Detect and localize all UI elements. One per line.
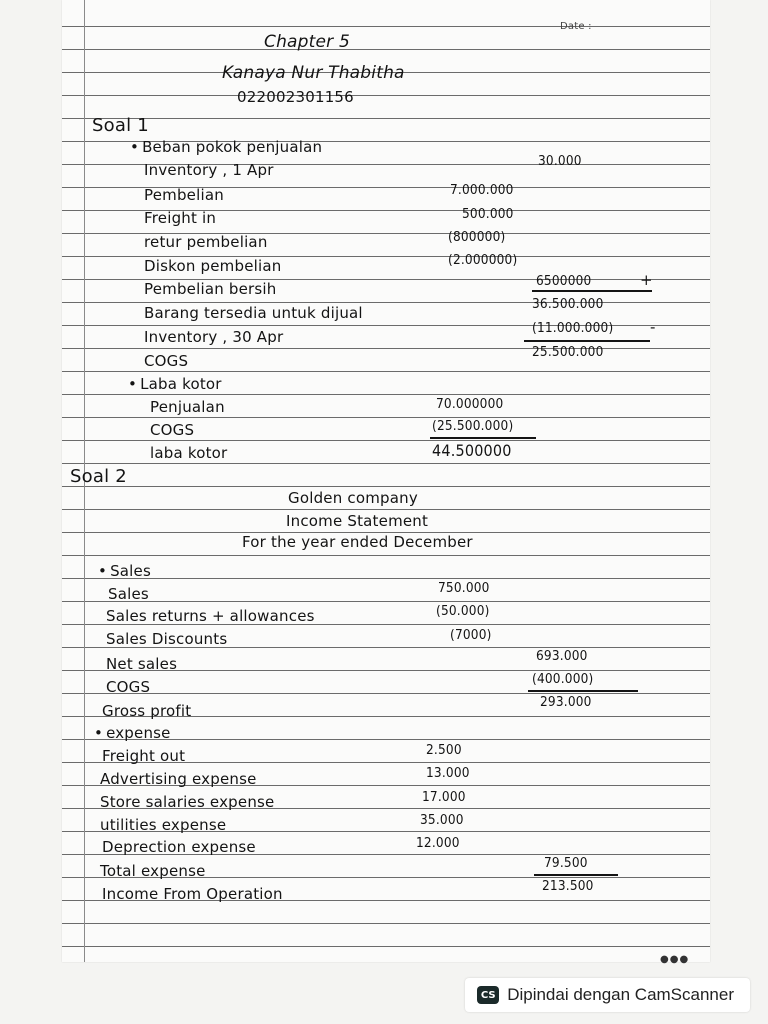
store-salaries-value: 17.000 bbox=[422, 789, 466, 805]
laba-title: • Laba kotor bbox=[128, 375, 222, 393]
returns-value: (50.000) bbox=[436, 603, 490, 619]
freight-out-value: 2.500 bbox=[426, 742, 462, 758]
pembelian-value: 7.000.000 bbox=[450, 182, 514, 198]
advertising-label: Advertising expense bbox=[100, 770, 257, 788]
diskon-value: (2.000000) bbox=[448, 252, 518, 268]
camscanner-watermark bbox=[465, 978, 750, 1012]
soal1-heading: Soal 1 bbox=[92, 115, 149, 136]
income-value: 213.500 bbox=[542, 878, 594, 894]
notebook-page bbox=[62, 0, 710, 962]
retur-value: (800000) bbox=[448, 229, 506, 245]
discounts-value: (7000) bbox=[450, 627, 492, 643]
student-name: Kanaya Nur Thabitha bbox=[222, 63, 405, 83]
income-label: Income From Operation bbox=[102, 885, 283, 903]
cogs-label: COGS bbox=[144, 352, 189, 370]
sales-value: 750.000 bbox=[438, 580, 490, 596]
discounts-label: Sales Discounts bbox=[106, 630, 228, 648]
inventory-apr30-label: Inventory , 30 Apr bbox=[144, 328, 284, 346]
camscanner-logo-icon: CS bbox=[477, 986, 499, 1004]
chapter-title: Chapter 5 bbox=[264, 32, 350, 52]
utilities-label: utilities expense bbox=[100, 816, 227, 834]
statement-title: Income Statement bbox=[286, 512, 429, 530]
cogs-value: 25.500.000 bbox=[532, 344, 604, 360]
retur-label: retur pembelian bbox=[144, 233, 268, 251]
advertising-value: 13.000 bbox=[426, 765, 470, 781]
total-expense-value: 79.500 bbox=[544, 855, 588, 871]
expense-title: • expense bbox=[94, 724, 171, 742]
inventory-apr30-value: (11.000.000) bbox=[532, 320, 614, 336]
diskon-label: Diskon pembelian bbox=[144, 257, 282, 275]
utilities-value: 35.000 bbox=[420, 812, 464, 828]
store-salaries-label: Store salaries expense bbox=[100, 793, 275, 811]
cogs-value-s2: (400.000) bbox=[532, 671, 594, 687]
barang-label: Barang tersedia untuk dijual bbox=[144, 304, 363, 322]
gross-profit-label: Gross profit bbox=[102, 702, 192, 720]
barang-value: 36.500.000 bbox=[532, 296, 604, 312]
gross-profit-value: 293.000 bbox=[540, 694, 592, 710]
freight-out-label: Freight out bbox=[102, 747, 186, 765]
income-line bbox=[534, 874, 618, 876]
pembelian-label: Pembelian bbox=[144, 186, 224, 204]
net-sales-value: 693.000 bbox=[536, 648, 588, 664]
freight-in-value: 500.000 bbox=[462, 206, 514, 222]
sales-label: Sales bbox=[108, 585, 149, 603]
net-sales-label: Net sales bbox=[106, 655, 178, 673]
watermark-text: Dipindai dengan CamScanner bbox=[507, 985, 734, 1004]
penjualan-label: Penjualan bbox=[150, 398, 225, 416]
laba-kotor-label: laba kotor bbox=[150, 444, 228, 462]
sales-title: • Sales bbox=[98, 562, 151, 580]
plus-sign: + bbox=[640, 271, 653, 289]
inventory-apr1-label: Inventory , 1 Apr bbox=[144, 161, 274, 179]
gross-profit-line bbox=[528, 690, 638, 692]
page-dots-icon: ●●● bbox=[660, 954, 690, 965]
freight-in-label: Freight in bbox=[144, 209, 217, 227]
cogs2-label-s2: COGS bbox=[106, 678, 151, 696]
soal2-heading: Soal 2 bbox=[70, 466, 127, 487]
inventory-apr1-value: 30.000 bbox=[538, 153, 582, 169]
cogs2-value: (25.500.000) bbox=[432, 418, 514, 434]
total-line bbox=[430, 437, 536, 439]
laba-kotor-value: 44.500000 bbox=[432, 441, 512, 460]
penjualan-value: 70.000000 bbox=[436, 396, 504, 412]
returns-label: Sales returns + allowances bbox=[106, 607, 315, 625]
pembelian-bersih-value: 6500000 bbox=[536, 273, 592, 289]
date-label: Date : bbox=[560, 21, 592, 32]
total-expense-label: Total expense bbox=[100, 862, 206, 880]
minus-sign: - bbox=[650, 318, 656, 336]
company-name: Golden company bbox=[288, 489, 418, 507]
soal1-cogs-title: • Beban pokok penjualan bbox=[130, 138, 322, 156]
pembelian-bersih-label: Pembelian bersih bbox=[144, 280, 277, 298]
cogs2-label: COGS bbox=[150, 421, 195, 439]
period-title: For the year ended December bbox=[242, 533, 473, 551]
depreciation-label: Deprection expense bbox=[102, 838, 256, 856]
subtotal-line bbox=[524, 340, 650, 342]
student-id: 022002301156 bbox=[237, 88, 354, 106]
sum-line bbox=[532, 290, 652, 292]
depreciation-value: 12.000 bbox=[416, 835, 460, 851]
